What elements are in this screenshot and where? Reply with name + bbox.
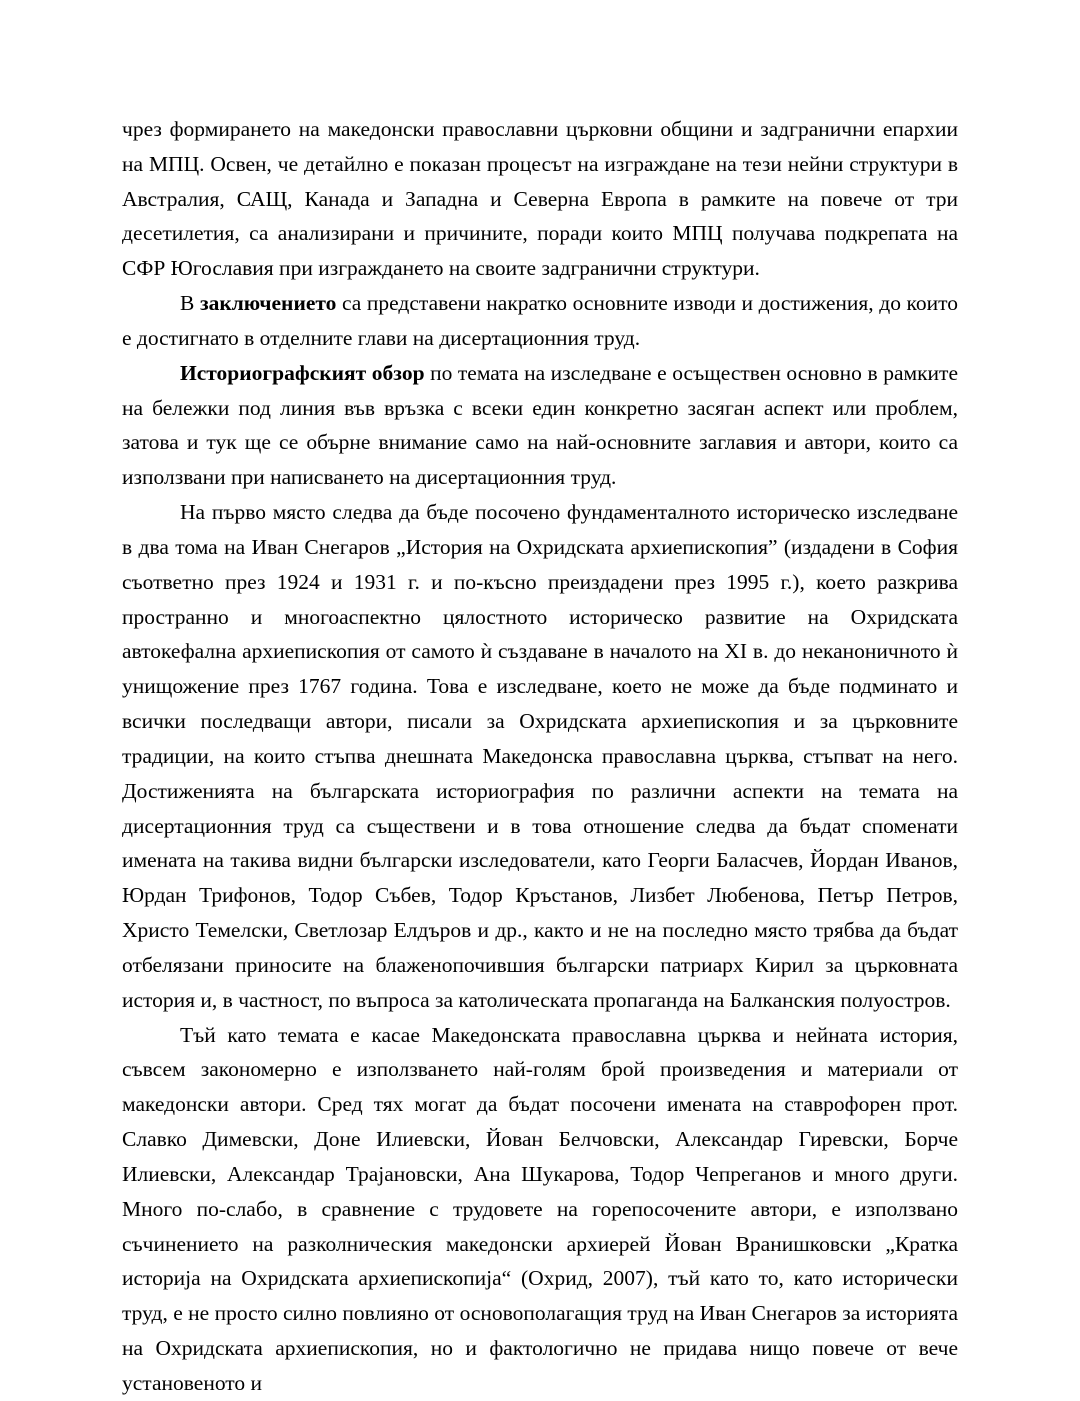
paragraph-text: чрез формирането на македонски православни църковни общини и задгранични епархии на МПЦ. Освен, че детайлно е показан процесът на изграждане на тези нейни структури в Австралия, САЩ, Канада и Западна и Северна Европа в рамките на повече от три десетилетия, са анализирани и причините, поради които МПЦ получава подкрепата на СФР Югославия при изграждането на своите задгранични структури. <box>122 117 958 281</box>
paragraph-text: На първо място следва да бъде посочено фундаменталното историческо изследване в два тома на Иван Снегаров „История на Охридската архиепископия” (издадени в София съответно през 1924 и 1931 г. и по-късно преиздадени през 1995 г.), което разкрива пространно и многоаспектно цялостното историческо развитие на Охридската автокефална архиепископия от самото ѝ създаване в началото на XI в. до неканоничното ѝ унищожение през 1767 година. Това е изследване, което не може да бъде подминато и всички последващи автори, писали за Охридската архиепископия и за църковните традиции, на които стъпва днешната Македонска православна църква, стъпват на него. Достиженията на българската историография по различни аспекти на темата на дисертационния труд са съществени и в това отношение следва да бъдат споменати имената на такива видни български изследователи, като Георги Баласчев, Йордан Иванов, Юрдан Трифонов, Тодор Събев, Тодор Кръстанов, Лизбет Любенова, Петър Петров, Христо Темелски, Светлозар Елдъров и др., както и не на последно място трябва да бъдат отбелязани приносите на блаженопочившия български патриарх Кирил за църковната история и, в частност, по въпроса за католическата пропаганда на Балканския полуостров. <box>122 500 958 1012</box>
document-body <box>122 112 958 1401</box>
paragraph-text: са представени накратко основните изводи и достижения, до които е достигнато в отделните глави на дисертационния труд. <box>122 291 958 350</box>
emphasis-text: заключението <box>199 291 337 316</box>
paragraph-p2 <box>122 286 958 356</box>
paragraph-text: Тъй като темата е касае Македонската православна църква и нейната история, съвсем закономерно е използването най-голям брой произведения и материали от македонски автори. Сред тях могат да бъдат посочени имената на ставрофорен прот. Славко Димевски, Доне Илиевски, Йован Белчовски, Александар Гиревски, Борче Илиевски, Александар Трајановски, Ана Шукарова, Тодор Чепреганов и много други. Много по-слабо, в сравнение с трудовете на горепосочените автори, е използвано съчинението на разколническия македонски архиерей Йован Вранишковски „Кратка историја на Охридската архиепископија“ (Охрид, 2007), тъй като то, като исторически труд, е не просто силно повлияно от основополагащия труд на Иван Снегаров за историята на Охридската архиепископия, но и фактологично не придава нищо повече от вече установеното и <box>122 1022 958 1395</box>
emphasis-text: Историографският обзор <box>180 360 425 385</box>
paragraph-text: В <box>180 291 200 316</box>
paragraph-p5 <box>122 1018 958 1401</box>
paragraph-p4 <box>122 495 958 1017</box>
paragraph-p3 <box>122 356 958 495</box>
paragraph-p1 <box>122 112 958 286</box>
paragraph-text: по темата на изследване е осъществен основно в рамките на бележки под линия във връзка с всеки един конкретно засяган аспект или проблем, затова и тук ще се обърне внимание само на най-основните заглавия и автори, които са използвани при написването на дисертационния труд. <box>122 360 958 490</box>
